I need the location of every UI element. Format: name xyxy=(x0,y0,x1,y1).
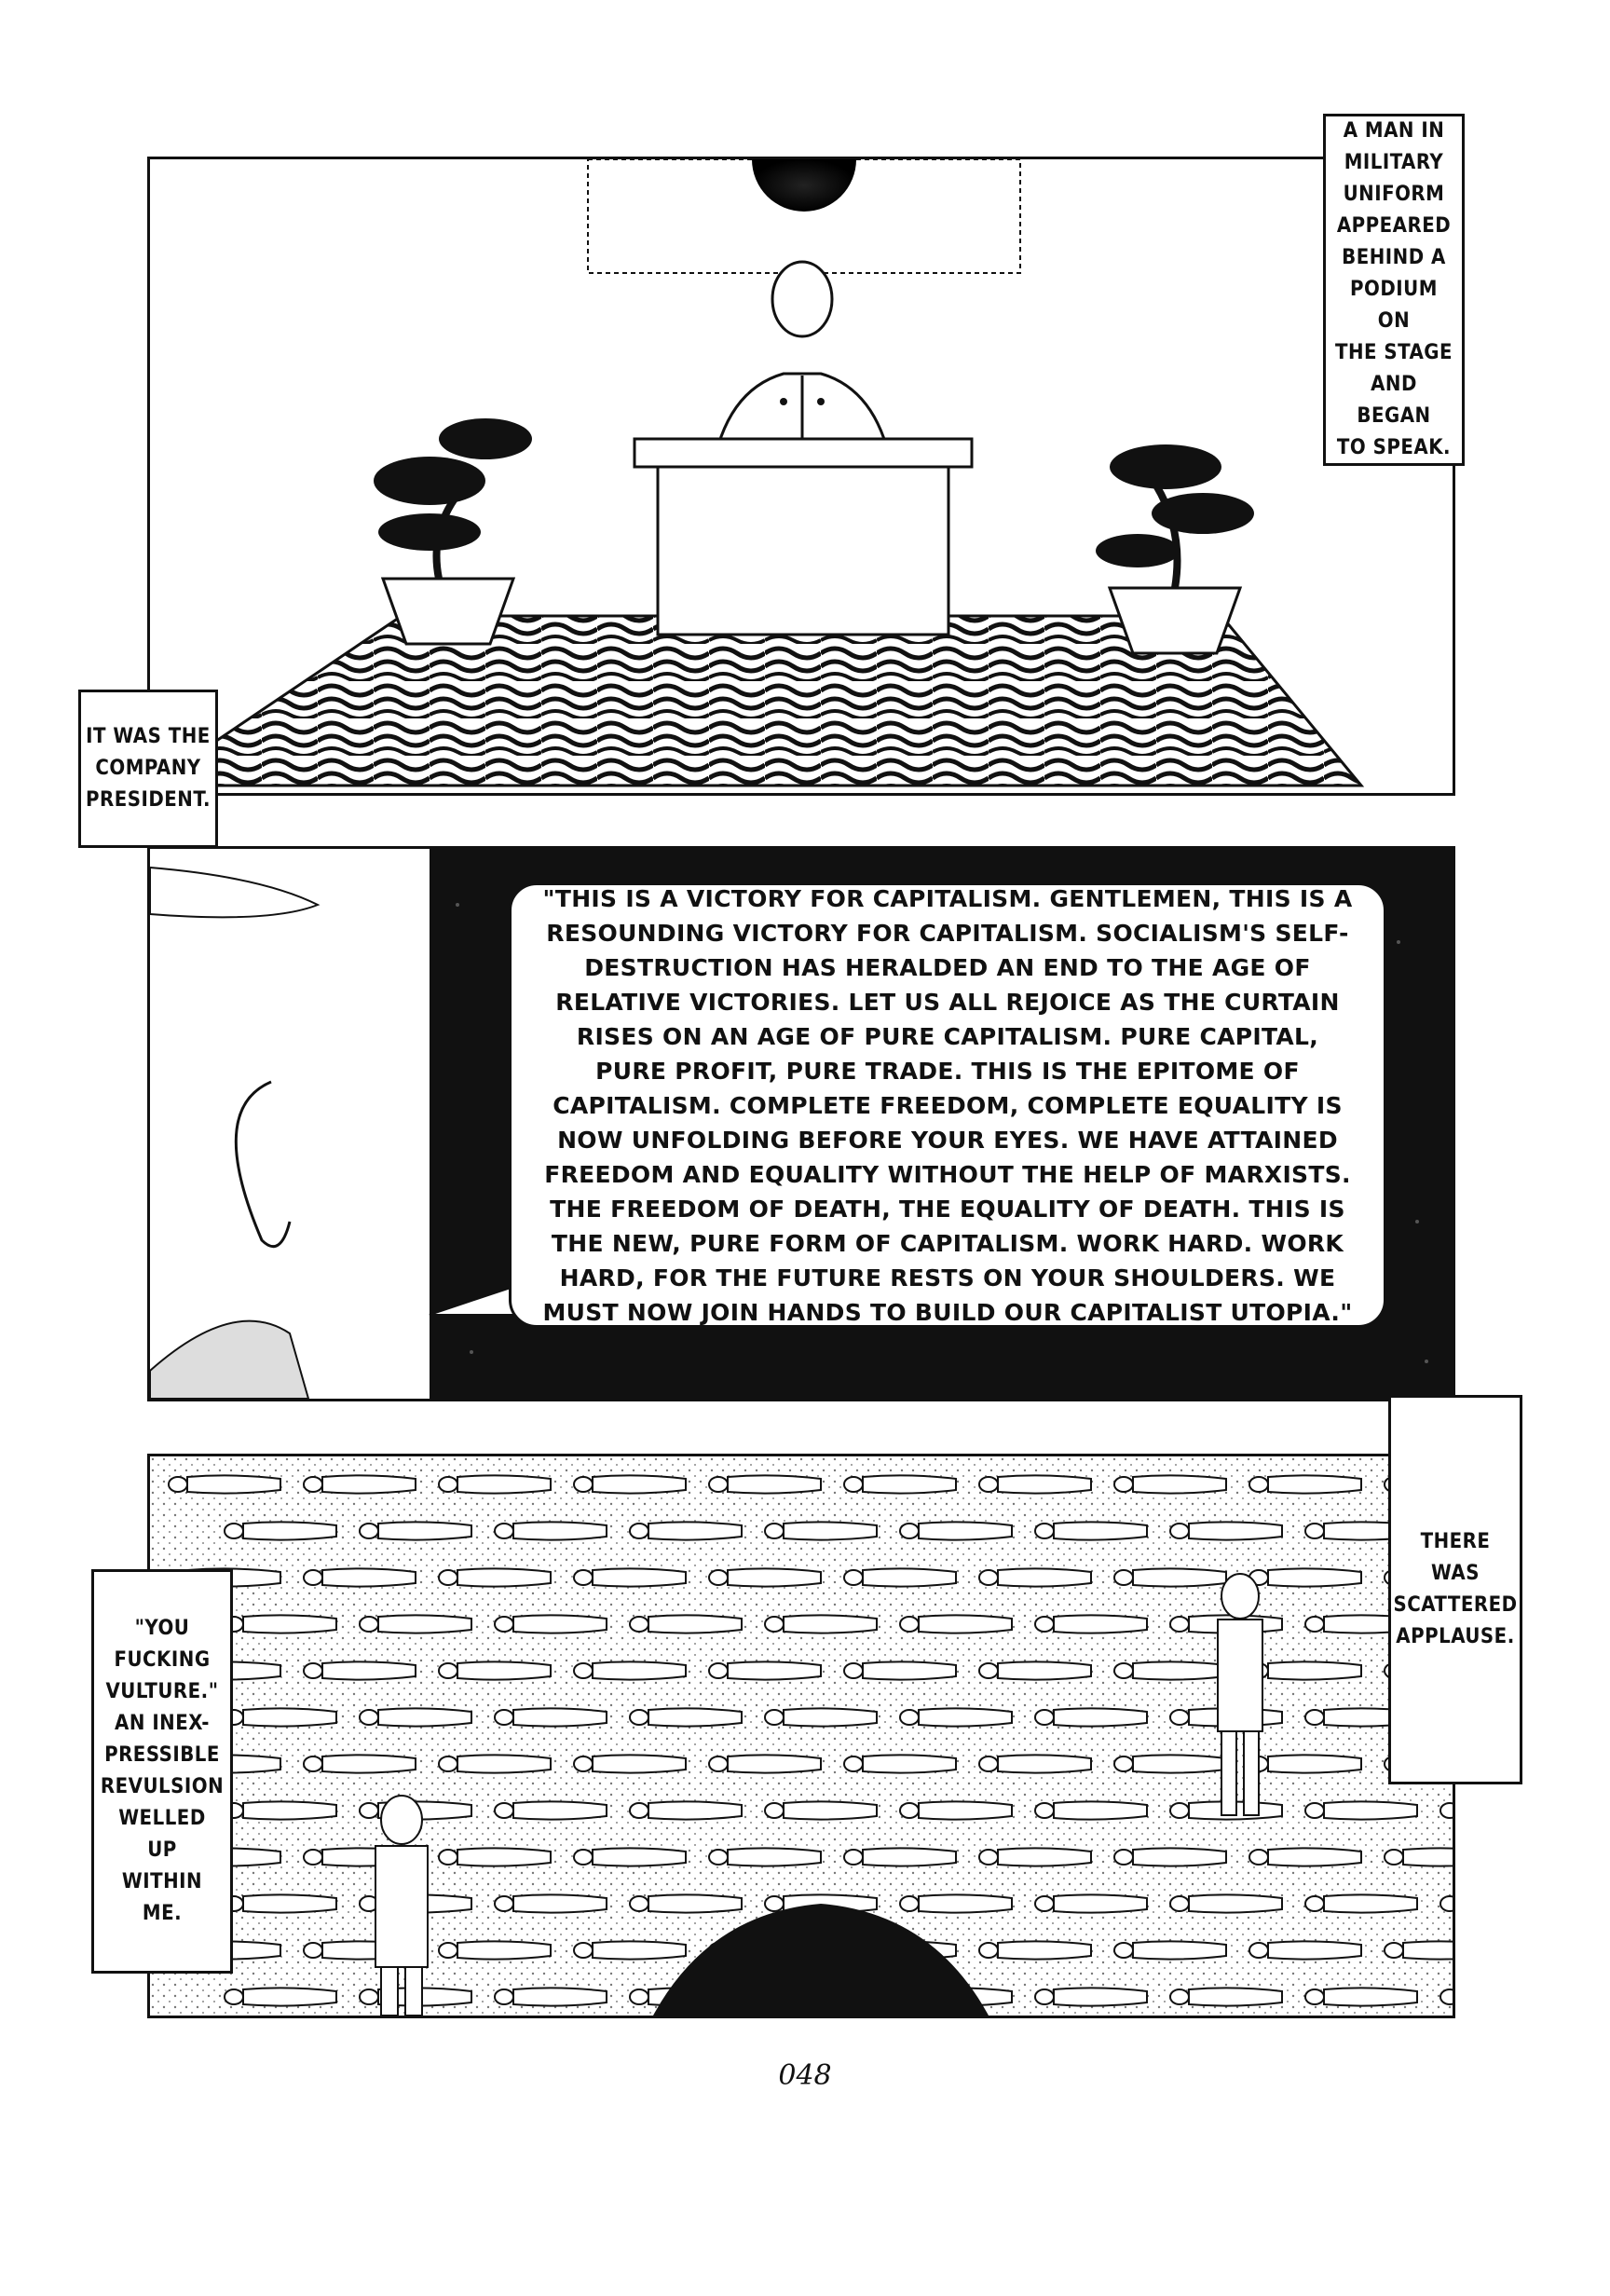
lying-figure xyxy=(1385,1848,1453,1866)
caption-vulture: "YOU FUCKING VULTURE." AN INEX- PRESSIBLE REVULSION WELLED UP WITHIN ME. xyxy=(91,1569,233,1974)
lying-figure xyxy=(1385,1941,1453,1959)
panel-bodies xyxy=(147,1454,1455,2018)
bonsai-left xyxy=(374,418,532,644)
panel-speech xyxy=(147,846,1455,1401)
stage-illustration xyxy=(150,159,1453,793)
flag-banner xyxy=(588,159,1020,273)
caption-scattered-applause: THERE WAS SCATTERED APPLAUSE. xyxy=(1388,1395,1522,1784)
bodies-illustration xyxy=(150,1456,1453,2016)
panel-stage xyxy=(147,157,1455,796)
speech-bubble: "THIS IS A VICTORY FOR CAPITALISM. GENTLEMEN, THIS IS A RESOUNDING VICTORY FOR CAPITALISM. SOCIALISM'S SELF-DESTRUCTION HAS HERALDED AN END TO THE AGE OF RELATIVE VICTORIES. LET US ALL REJOICE AS THE CURTAIN RISES ON AN AGE OF PURE CAPITALISM. PURE CAPITAL, PURE PROFIT, PURE TRADE. THIS IS THE EPITOME OF CAPITALISM. COMPLETE FREEDOM, COMPLETE EQUALITY IS NOW UNFOLDING BEFORE YOUR EYES. WE HAVE ATTAINED FREEDOM AND EQUALITY WITHOUT THE HELP OF MARXISTS. THE FREEDOM OF DEATH, THE EQUALITY OF DEATH. THIS IS THE NEW, PURE FORM OF CAPITALISM. WORK HARD. WORK HARD, FOR THE FUTURE RESTS ON YOUR SHOULDERS. WE MUST NOW JOIN HANDS TO BUILD OUR CAPITALIST UTOPIA." xyxy=(509,882,1386,1328)
caption-man-in-uniform: A MAN IN MILITARY UNIFORM APPEARED BEHIND A PODIUM ON THE STAGE AND BEGAN TO SPEAK. xyxy=(1323,114,1465,466)
podium xyxy=(634,439,972,635)
page-number: 048 xyxy=(778,2059,832,2092)
caption-company-president: IT WAS THE COMPANY PRESIDENT. xyxy=(78,690,218,848)
